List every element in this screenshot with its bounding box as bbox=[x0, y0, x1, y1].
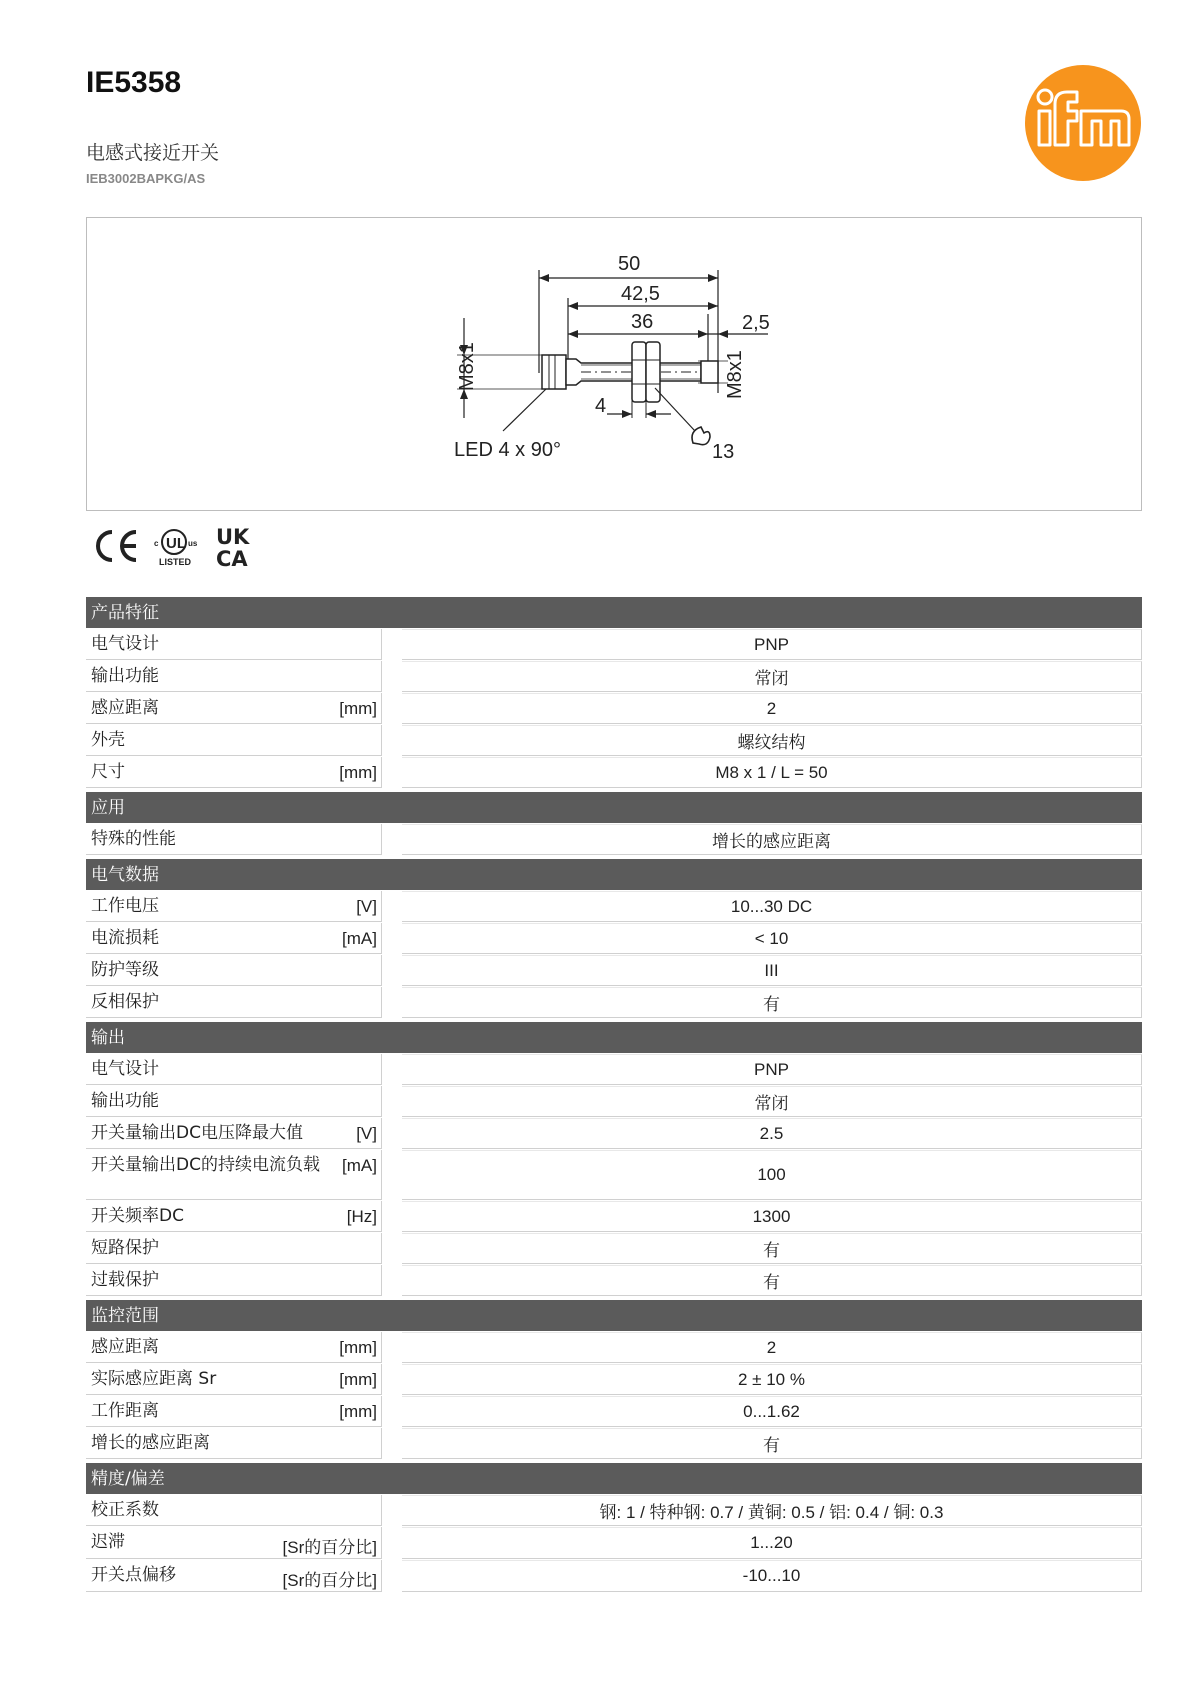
spec-label-cell bbox=[86, 1527, 382, 1559]
spec-row bbox=[86, 661, 1142, 692]
spec-unit: [Hz] bbox=[346, 1207, 377, 1226]
spec-label-cell bbox=[86, 725, 382, 756]
spec-unit: [V] bbox=[356, 1124, 377, 1143]
spec-label-cell bbox=[86, 1560, 382, 1592]
spec-label-cell bbox=[86, 1233, 382, 1264]
product-title: IE5358 bbox=[86, 66, 182, 99]
spec-value: 10...30 DC bbox=[402, 891, 1142, 922]
spec-unit: [mm] bbox=[339, 1370, 377, 1389]
spec-label-cell bbox=[86, 1201, 382, 1232]
spec-gap bbox=[382, 661, 402, 692]
spec-row bbox=[86, 1265, 1142, 1296]
spec-label-cell bbox=[86, 923, 382, 954]
section-header: 输出 bbox=[86, 1022, 1142, 1053]
led-label: LED 4 x 90° bbox=[454, 439, 561, 461]
ul-us: us bbox=[188, 539, 198, 548]
spec-value: 螺纹结构 bbox=[402, 725, 1142, 756]
spec-row bbox=[86, 1332, 1142, 1363]
spec-unit: [mm] bbox=[339, 699, 377, 718]
spec-value: 2 ± 10 % bbox=[402, 1364, 1142, 1395]
ul-c: c bbox=[154, 539, 159, 548]
spec-label-cell bbox=[86, 757, 382, 788]
spec-label-cell bbox=[86, 1150, 382, 1200]
spec-gap bbox=[382, 1560, 402, 1592]
certification-marks bbox=[92, 522, 262, 572]
spec-label-cell bbox=[86, 1364, 382, 1395]
spec-row bbox=[86, 923, 1142, 954]
spec-gap bbox=[382, 1201, 402, 1232]
dim-36: 36 bbox=[631, 311, 654, 333]
spec-gap bbox=[382, 1086, 402, 1117]
spec-value: 1...20 bbox=[402, 1527, 1142, 1559]
spec-gap bbox=[382, 1118, 402, 1149]
spec-value: 有 bbox=[402, 1428, 1142, 1459]
svg-text:UL: UL bbox=[166, 535, 186, 552]
spec-value: 100 bbox=[402, 1150, 1142, 1200]
spec-label: 尺寸 bbox=[91, 762, 125, 782]
spec-table bbox=[86, 597, 1142, 1592]
spec-gap bbox=[382, 1233, 402, 1264]
spec-value: M8 x 1 / L = 50 bbox=[402, 757, 1142, 788]
spec-row bbox=[86, 1428, 1142, 1459]
spec-value: PNP bbox=[402, 1054, 1142, 1085]
spec-value: 有 bbox=[402, 1233, 1142, 1264]
spec-label: 防护等级 bbox=[91, 960, 159, 980]
spec-label: 实际感应距离 Sr bbox=[91, 1369, 217, 1389]
spec-gap bbox=[382, 923, 402, 954]
spec-label-cell bbox=[86, 1086, 382, 1117]
spec-label-cell bbox=[86, 1265, 382, 1296]
spec-value: < 10 bbox=[402, 923, 1142, 954]
dimension-drawing bbox=[86, 217, 1142, 511]
spec-label-cell bbox=[86, 1054, 382, 1085]
spec-label: 工作电压 bbox=[91, 896, 159, 916]
spec-row bbox=[86, 955, 1142, 986]
dim-50: 50 bbox=[618, 253, 641, 275]
spec-label: 特殊的性能 bbox=[91, 829, 176, 849]
product-code: IEB3002BAPKG/AS bbox=[86, 171, 206, 186]
spec-unit: [Sr的百分比] bbox=[282, 1538, 377, 1557]
section-header: 精度/偏差 bbox=[86, 1463, 1142, 1494]
spec-row bbox=[86, 1495, 1142, 1526]
spec-row bbox=[86, 1364, 1142, 1395]
spec-label-cell bbox=[86, 1332, 382, 1363]
spec-row bbox=[86, 1527, 1142, 1559]
spec-label-cell bbox=[86, 955, 382, 986]
thread-right: M8x1 bbox=[724, 350, 746, 399]
spec-label: 校正系数 bbox=[91, 1500, 159, 1520]
ukca-bottom: CA bbox=[216, 547, 248, 571]
ul-listed-mark bbox=[154, 530, 198, 567]
spec-unit: [mA] bbox=[342, 1156, 377, 1175]
dim-42-5: 42,5 bbox=[621, 283, 660, 305]
sensor-drawing-svg bbox=[87, 218, 1141, 510]
spec-row bbox=[86, 1396, 1142, 1427]
spec-value: III bbox=[402, 955, 1142, 986]
spec-label: 反相保护 bbox=[91, 992, 159, 1012]
spec-row bbox=[86, 1054, 1142, 1085]
spec-label-cell bbox=[86, 1118, 382, 1149]
thread-left: M8x1 bbox=[456, 342, 478, 391]
spec-unit: [Sr的百分比] bbox=[282, 1571, 377, 1590]
ul-listed: LISTED bbox=[159, 557, 192, 567]
spec-label-cell bbox=[86, 1396, 382, 1427]
spec-label-cell bbox=[86, 1428, 382, 1459]
spec-gap bbox=[382, 824, 402, 855]
spec-value: 2 bbox=[402, 1332, 1142, 1363]
dim-2-5: 2,5 bbox=[742, 312, 770, 334]
spec-label: 开关点偏移 bbox=[91, 1565, 176, 1585]
ce-mark bbox=[98, 532, 136, 560]
ifm-logo bbox=[1024, 64, 1142, 182]
ukca-top: UK bbox=[216, 525, 250, 549]
spec-label-cell bbox=[86, 693, 382, 724]
ukca-mark bbox=[216, 525, 250, 571]
spec-value: 2.5 bbox=[402, 1118, 1142, 1149]
dim-4: 4 bbox=[595, 395, 607, 417]
spec-label: 电流损耗 bbox=[91, 928, 159, 948]
spec-gap bbox=[382, 757, 402, 788]
spec-label: 电气设计 bbox=[91, 634, 159, 654]
section-header: 产品特征 bbox=[86, 597, 1142, 628]
spec-label: 感应距离 bbox=[91, 698, 159, 718]
spec-label: 电气设计 bbox=[91, 1059, 159, 1079]
spec-value: 增长的感应距离 bbox=[402, 824, 1142, 855]
spec-gap bbox=[382, 1527, 402, 1559]
spec-value: PNP bbox=[402, 629, 1142, 660]
spec-gap bbox=[382, 1150, 402, 1200]
spec-value: 有 bbox=[402, 1265, 1142, 1296]
spec-gap bbox=[382, 891, 402, 922]
spec-gap bbox=[382, 1332, 402, 1363]
spec-label-cell bbox=[86, 629, 382, 660]
spec-row bbox=[86, 725, 1142, 756]
spec-label: 增长的感应距离 bbox=[91, 1433, 210, 1453]
section-header: 应用 bbox=[86, 792, 1142, 823]
wrench-size: 13 bbox=[712, 441, 735, 463]
spec-label-cell bbox=[86, 824, 382, 855]
spec-unit: [mm] bbox=[339, 1402, 377, 1421]
spec-row bbox=[86, 693, 1142, 724]
spec-label: 外壳 bbox=[91, 730, 125, 750]
spec-gap bbox=[382, 955, 402, 986]
spec-gap bbox=[382, 987, 402, 1018]
spec-value: 有 bbox=[402, 987, 1142, 1018]
spec-value: -10...10 bbox=[402, 1560, 1142, 1592]
spec-label-cell bbox=[86, 1495, 382, 1526]
spec-row bbox=[86, 987, 1142, 1018]
spec-gap bbox=[382, 1396, 402, 1427]
product-subtitle: 电感式接近开关 bbox=[86, 142, 220, 164]
spec-row bbox=[86, 891, 1142, 922]
spec-label-cell bbox=[86, 891, 382, 922]
spec-gap bbox=[382, 629, 402, 660]
spec-label-cell bbox=[86, 661, 382, 692]
spec-label: 输出功能 bbox=[91, 666, 159, 686]
spec-unit: [mm] bbox=[339, 763, 377, 782]
spec-row bbox=[86, 1086, 1142, 1117]
spec-gap bbox=[382, 693, 402, 724]
spec-row bbox=[86, 757, 1142, 788]
spec-gap bbox=[382, 1054, 402, 1085]
spec-value: 常闭 bbox=[402, 661, 1142, 692]
spec-row bbox=[86, 1118, 1142, 1149]
spec-label-cell bbox=[86, 987, 382, 1018]
spec-label: 输出功能 bbox=[91, 1091, 159, 1111]
spec-value: 钢: 1 / 特种钢: 0.7 / 黄铜: 0.5 / 铝: 0.4 / 铜: 0.3 bbox=[402, 1495, 1142, 1526]
spec-label: 开关量输出DC电压降最大值 bbox=[91, 1123, 303, 1143]
spec-row bbox=[86, 1201, 1142, 1232]
section-header: 监控范围 bbox=[86, 1300, 1142, 1331]
spec-row bbox=[86, 1150, 1142, 1200]
spec-gap bbox=[382, 1428, 402, 1459]
spec-label: 短路保护 bbox=[91, 1238, 159, 1258]
section-header: 电气数据 bbox=[86, 859, 1142, 890]
spec-label: 过载保护 bbox=[91, 1270, 159, 1290]
spec-value: 2 bbox=[402, 693, 1142, 724]
spec-row bbox=[86, 1233, 1142, 1264]
spec-gap bbox=[382, 1364, 402, 1395]
spec-label: 开关频率DC bbox=[91, 1206, 184, 1226]
spec-row bbox=[86, 1560, 1142, 1592]
spec-value: 1300 bbox=[402, 1201, 1142, 1232]
spec-gap bbox=[382, 1265, 402, 1296]
spec-value: 常闭 bbox=[402, 1086, 1142, 1117]
spec-unit: [mm] bbox=[339, 1338, 377, 1357]
spec-label: 开关量输出DC的持续电流负载 bbox=[91, 1155, 320, 1175]
spec-row bbox=[86, 824, 1142, 855]
spec-value: 0...1.62 bbox=[402, 1396, 1142, 1427]
spec-gap bbox=[382, 1495, 402, 1526]
spec-gap bbox=[382, 725, 402, 756]
spec-label: 工作距离 bbox=[91, 1401, 159, 1421]
spec-row bbox=[86, 629, 1142, 660]
spec-label: 迟滞 bbox=[91, 1532, 125, 1552]
spec-unit: [mA] bbox=[342, 929, 377, 948]
spec-label: 感应距离 bbox=[91, 1337, 159, 1357]
spec-unit: [V] bbox=[356, 897, 377, 916]
